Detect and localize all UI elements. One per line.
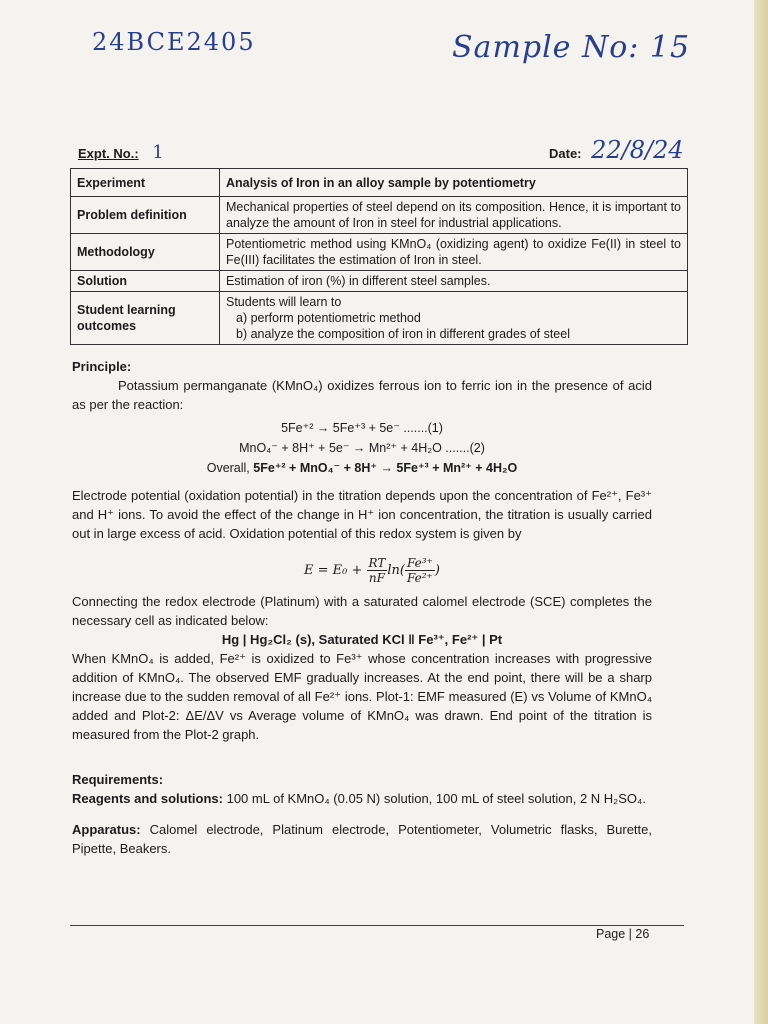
table-row (71, 292, 688, 345)
page-number: Page | 26 (596, 927, 650, 941)
cell-paragraph: Connecting the redox electrode (Platinum) with a saturated calomel electrode (SCE) completes the necessary cell as indicated below: (72, 594, 652, 628)
formula-fraction-rt-nf (367, 556, 388, 585)
electrode-paragraph: Electrode potential (oxidation potential) in the titration depends upon the concentration of Fe²⁺, Fe³⁺ and H⁺ ions. To avoid the effect of the change in H⁺ ion concentration, the titration is usually carried out in large excess of acid. Oxidation potential of this redox system is given by (72, 488, 652, 541)
equation-3-prefix: Overall, (206, 461, 250, 475)
date-value: 22/8/24 (591, 136, 684, 164)
principle-section (72, 357, 652, 478)
experiment-info-table (70, 168, 688, 345)
nernst-formula (304, 556, 440, 585)
equation-1: 5Fe⁺² → 5Fe⁺³ + 5e⁻ .......(1) (281, 421, 443, 435)
equation-2: MnO₄⁻ + 8H⁺ + 5e⁻ → Mn²⁺ + 4H₂O .......(2) (239, 441, 485, 455)
table-row (71, 169, 688, 197)
table-value: Mechanical properties of steel depend on its composition. Hence, it is important to analyze the amount of Iron in steel for industrial applications. (220, 197, 688, 234)
table-key: Problem definition (71, 197, 220, 234)
outcome-a: a) perform potentiometric method (236, 311, 421, 325)
expt-label: Expt. No.: (78, 146, 139, 161)
formula-num: Fe³⁺ (406, 556, 433, 570)
formula-close: ) (434, 563, 440, 578)
apparatus-line (72, 820, 652, 858)
equation-3-body: 5Fe⁺² + MnO₄⁻ + 8H⁺ → 5Fe⁺³ + Mn²⁺ + 4H₂O (253, 461, 518, 475)
table-value: Potentiometric method using KMnO₄ (oxidizing agent) to oxidize Fe(II) in steel to Fe(III) facilitates the estimation of Iron in steel. (220, 234, 688, 271)
handwritten-roll-number: 24BCE2405 (92, 28, 256, 56)
apparatus-label: Apparatus: (72, 822, 141, 837)
table-value (220, 292, 688, 345)
table-key: Experiment (71, 169, 220, 197)
reagents-line (72, 789, 652, 808)
requirements-section (72, 770, 652, 858)
footer-divider (70, 925, 684, 926)
formula-fraction-fe (405, 556, 435, 585)
reagents-text: 100 mL of KMnO₄ (0.05 N) solution, 100 mL of steel solution, 2 N H₂SO₄. (226, 791, 646, 806)
requirements-heading: Requirements: (72, 772, 164, 787)
outcome-b: b) analyze the composition of iron in different grades of steel (236, 327, 570, 341)
formula-num: RT (368, 556, 386, 570)
formula-den: Fe²⁺ (406, 571, 433, 585)
table-row (71, 197, 688, 234)
table-key: Solution (71, 271, 220, 292)
table-key: Student learning outcomes (71, 292, 220, 345)
formula-ln: ln( (387, 563, 405, 578)
table-row (71, 234, 688, 271)
handwritten-sample-number: Sample No: 15 (452, 30, 691, 65)
principle-intro: Potassium permanganate (KMnO₄) oxidizes ferrous ion to ferric ion in the presence of acid as per the reaction: (72, 378, 652, 412)
reagents-label: Reagents and solutions: (72, 791, 223, 806)
formula-den: nF (368, 571, 385, 585)
cell-section (72, 592, 652, 744)
date-label: Date: (549, 146, 582, 161)
titration-paragraph: When KMnO₄ is added, Fe²⁺ is oxidized to Fe³⁺ whose concentration increases with progressive addition of KMnO₄. The observed EMF gradually increases. At the end point, there will be a sharp increase due to the sudden removal of all Fe²⁺ ions. Plot-1: EMF measured (E) vs Volume of KMnO₄ added and Plot-2: ΔE/ΔV vs Average volume of KMnO₄ was drawn. End point of the titration is measured from the Plot-2 graph. (72, 651, 652, 742)
equation-3 (72, 458, 652, 478)
table-value: Analysis of Iron in an alloy sample by potentiometry (220, 169, 688, 197)
cell-notation: Hg | Hg₂Cl₂ (s), Saturated KCl ‖ Fe³⁺, Fe²⁺ | Pt (221, 632, 503, 647)
table-value: Estimation of iron (%) in different steel samples. (220, 271, 688, 292)
expt-value: 1 (152, 142, 164, 163)
apparatus-text: Calomel electrode, Platinum electrode, Potentiometer, Volumetric flasks, Burette, Pipette, Beakers. (72, 822, 652, 856)
principle-heading: Principle: (72, 359, 132, 374)
table-key: Methodology (71, 234, 220, 271)
outcome-intro: Students will learn to (226, 295, 342, 309)
experiment-number (78, 142, 164, 163)
page-edge (754, 0, 768, 1024)
table-row (71, 271, 688, 292)
date (549, 136, 684, 164)
formula-lhs: E = E₀ + (304, 563, 363, 578)
